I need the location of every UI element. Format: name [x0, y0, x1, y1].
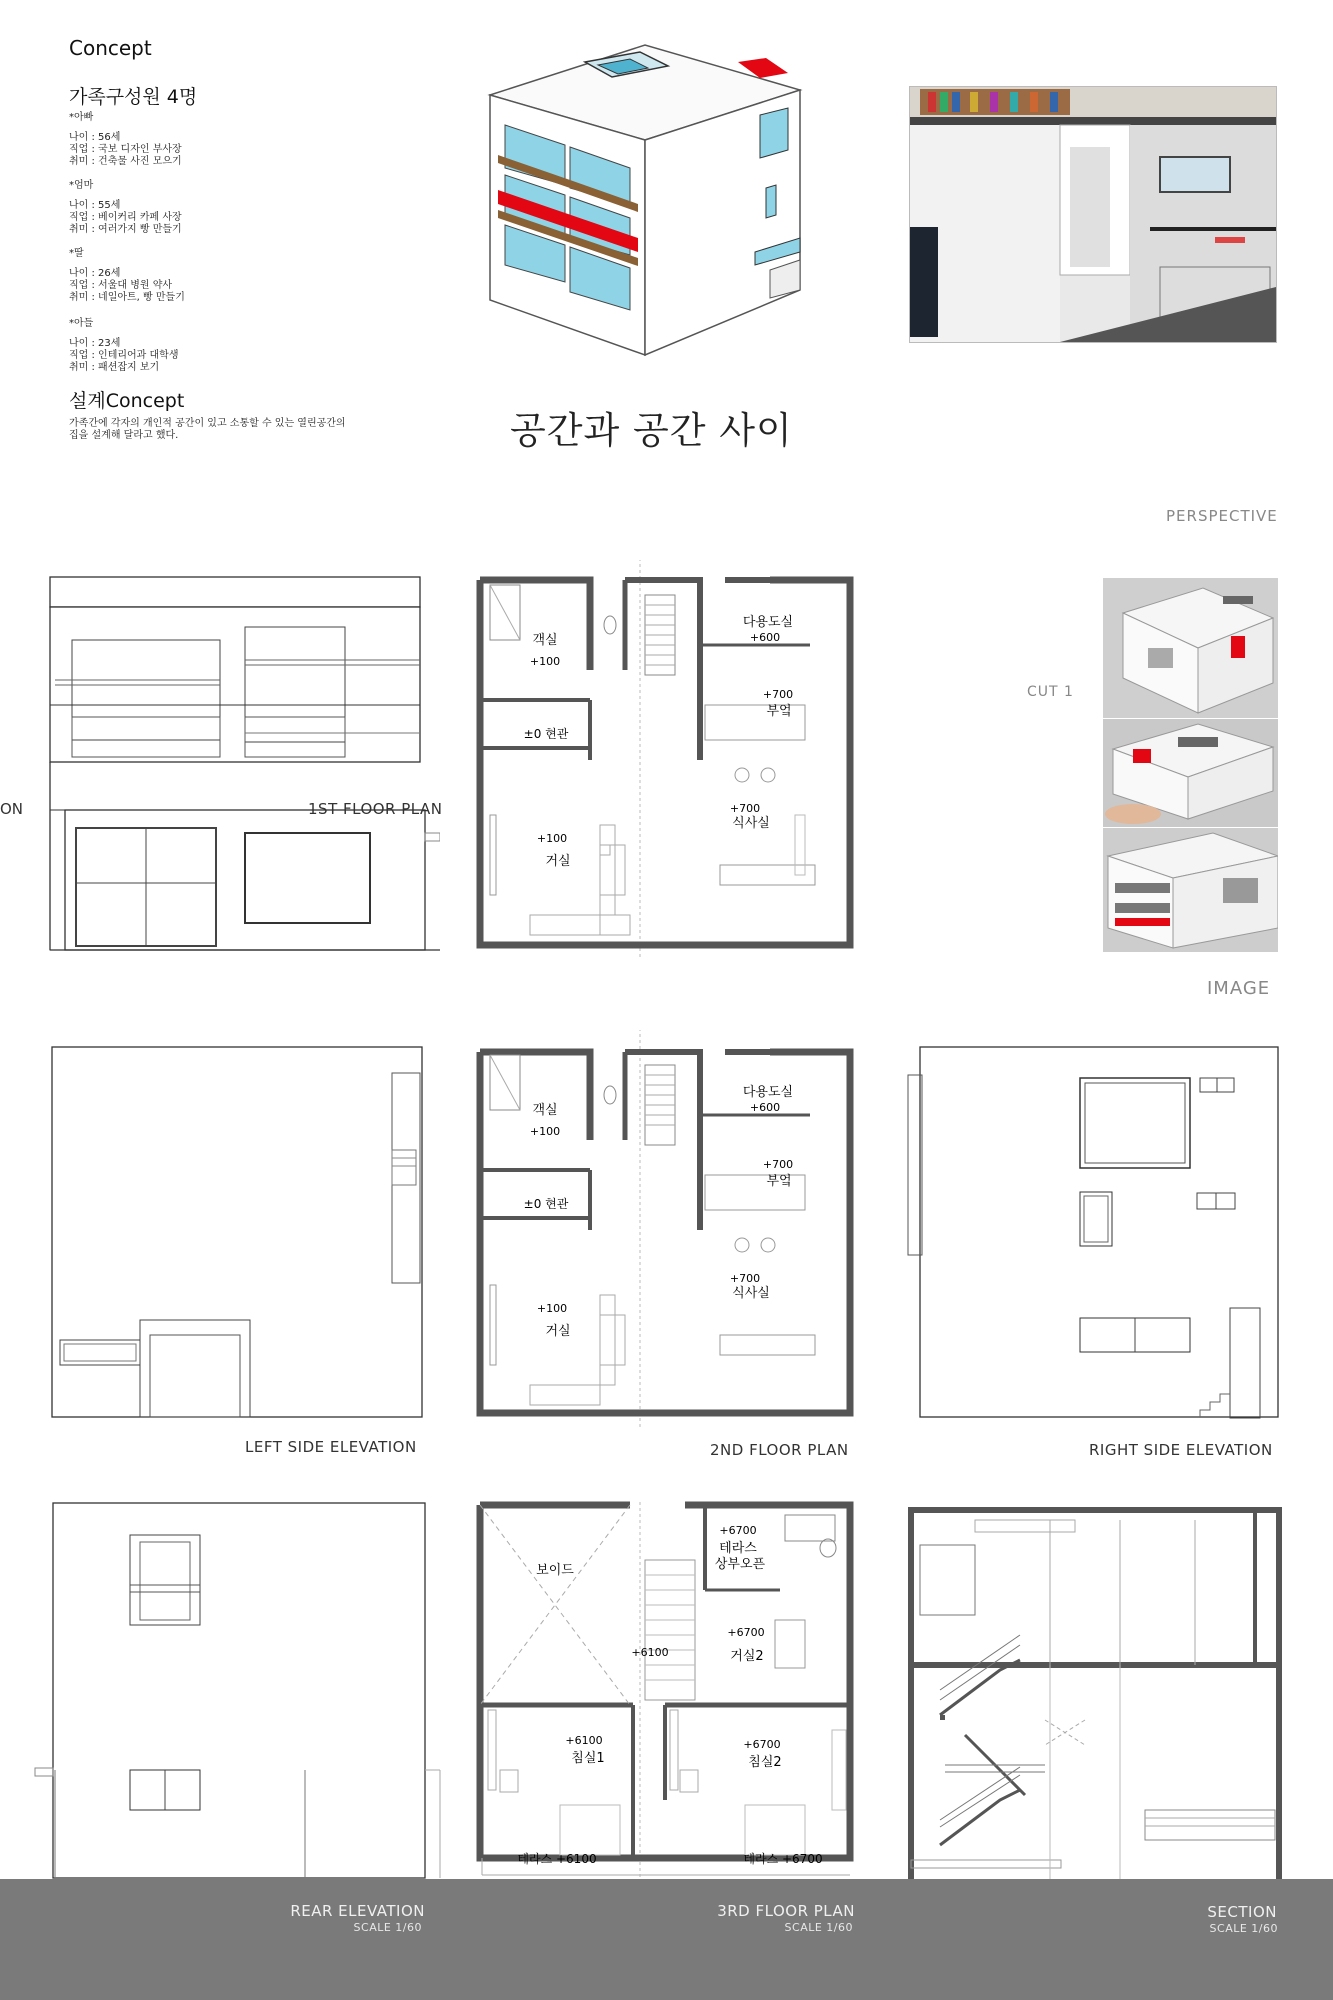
floor2-plan	[470, 1030, 870, 1430]
f2-guest-label: 객실	[532, 1103, 558, 1118]
page-title: 공간과 공간 사이	[510, 409, 793, 452]
design-heading: 설계Concept	[69, 390, 185, 412]
f3-stair-level: +6100	[631, 1646, 669, 1659]
f2-dining-label: 식사실	[732, 1286, 770, 1301]
f1-living-level: +100	[536, 832, 568, 845]
f3-terrace-top-level: +6700	[719, 1524, 757, 1537]
floor2-label: 2ND FLOOR PLAN	[710, 1441, 849, 1459]
f3-bed1-label: 침실1	[571, 1751, 605, 1766]
footer-bar	[0, 1879, 1333, 2000]
f1-multi-level: +600	[749, 631, 781, 644]
f3-void-label: 보이드	[536, 1563, 574, 1578]
right-elev-label: RIGHT SIDE ELEVATION	[1089, 1441, 1273, 1459]
f2-living-level: +100	[536, 1302, 568, 1315]
section-drawing	[905, 1505, 1285, 1880]
f1-dining-label: 식사실	[732, 816, 770, 831]
f3-bed1-level: +6100	[565, 1734, 603, 1747]
member-line: 취미 : 패션잡지 보기	[69, 362, 160, 373]
footer-section-title: SECTION	[1207, 1903, 1277, 1921]
model-photo-2-drawing	[1103, 719, 1278, 827]
f3-terrace2-label: 테라스 +6700	[743, 1852, 823, 1866]
interior-render	[909, 86, 1277, 343]
floor3-plan	[470, 1500, 870, 1880]
left-elev-label: LEFT SIDE ELEVATION	[245, 1438, 417, 1456]
footer-floor3-title: 3RD FLOOR PLAN	[717, 1902, 855, 1920]
member-line: 나이 : 26세	[69, 268, 121, 279]
member-role: *아빠	[69, 112, 94, 123]
member-role: *아들	[69, 318, 94, 329]
footer-section-scale: SCALE 1/60	[1209, 1922, 1278, 1935]
f3-terrace-top-1: 테라스	[719, 1541, 757, 1556]
floor1-label: 1ST FLOOR PLAN	[308, 800, 443, 818]
f1-multi-label: 다용도실	[742, 615, 794, 630]
f3-living2-label: 거실2	[730, 1649, 764, 1664]
member-line: 직업 : 인테리어과 대학생	[69, 350, 179, 361]
f2-guest-level: +100	[529, 1125, 561, 1138]
perspective-label: PERSPECTIVE	[1166, 507, 1278, 525]
member-line: 취미 : 건축물 사진 모으기	[69, 156, 182, 167]
f3-terrace1-label: 테라스 +6100	[517, 1852, 597, 1866]
f3-terrace-top-2: 상부오픈	[714, 1557, 766, 1572]
floor1-plan	[470, 560, 870, 960]
member-line: 직업 : 서울대 병원 약사	[69, 280, 173, 291]
f1-entry-label: ±0 현관	[523, 727, 569, 741]
member-son	[69, 318, 179, 374]
model-photo-2	[1103, 719, 1278, 827]
family-heading: 가족구성원 4명	[69, 86, 198, 108]
member-father	[69, 112, 182, 168]
member-line: 나이 : 56세	[69, 132, 121, 143]
f3-living2-level: +6700	[727, 1626, 765, 1639]
model-photo-3	[1103, 828, 1278, 952]
interior-render-drawing	[910, 87, 1276, 342]
f1-guest-level: +100	[529, 655, 561, 668]
f2-multi-label: 다용도실	[742, 1085, 794, 1100]
f2-living-label: 거실	[545, 1324, 571, 1339]
image-label: IMAGE	[1207, 978, 1271, 999]
f2-kitchen-label: 부엌	[766, 1174, 792, 1189]
f1-kitchen-label: 부엌	[766, 704, 792, 719]
member-role: *딸	[69, 248, 84, 259]
member-line: 직업 : 베이커리 카페 사장	[69, 212, 182, 223]
f3-bed2-level: +6700	[743, 1738, 781, 1751]
rear-elevation	[30, 1500, 450, 1880]
design-text-2: 집을 설계해 달라고 했다.	[69, 430, 179, 441]
member-mother	[69, 180, 182, 236]
house-3d-render	[470, 20, 810, 360]
member-line: 취미 : 여러가지 빵 만들기	[69, 224, 182, 235]
member-line: 취미 : 네일아트, 빵 만들기	[69, 292, 185, 303]
front-elevation	[0, 565, 443, 955]
f1-kitchen-level: +700	[762, 688, 794, 701]
footer-rear-scale: SCALE 1/60	[353, 1921, 422, 1934]
member-line: 나이 : 23세	[69, 338, 121, 349]
f2-kitchen-level: +700	[762, 1158, 794, 1171]
model-photo-3-drawing	[1103, 828, 1278, 952]
footer-floor3-scale: SCALE 1/60	[784, 1921, 853, 1934]
model-photo-1	[1103, 578, 1278, 718]
design-text-1: 가족간에 각자의 개인적 공간이 있고 소통할 수 있는 열린공간의	[69, 418, 346, 429]
right-side-elevation	[900, 1040, 1290, 1430]
cut-label: CUT 1	[1027, 684, 1074, 700]
member-line: 직업 : 국보 디자인 부사장	[69, 144, 182, 155]
member-daughter	[69, 248, 185, 304]
model-photo-1-drawing	[1103, 578, 1278, 718]
member-role: *엄마	[69, 180, 94, 191]
f2-multi-level: +600	[749, 1101, 781, 1114]
f1-guest-label: 객실	[532, 633, 558, 648]
f1-living-label: 거실	[545, 854, 571, 869]
f3-bed2-label: 침실2	[748, 1755, 782, 1770]
concept-title: Concept	[69, 36, 152, 60]
footer-rear-title: REAR ELEVATION	[290, 1902, 425, 1920]
f2-dining-level: +700	[729, 1272, 761, 1285]
left-side-elevation	[40, 1040, 440, 1420]
f2-entry-label: ±0 현관	[523, 1197, 569, 1211]
front-elevation-label: ON	[0, 800, 24, 818]
member-line: 나이 : 55세	[69, 200, 121, 211]
f1-dining-level: +700	[729, 802, 761, 815]
